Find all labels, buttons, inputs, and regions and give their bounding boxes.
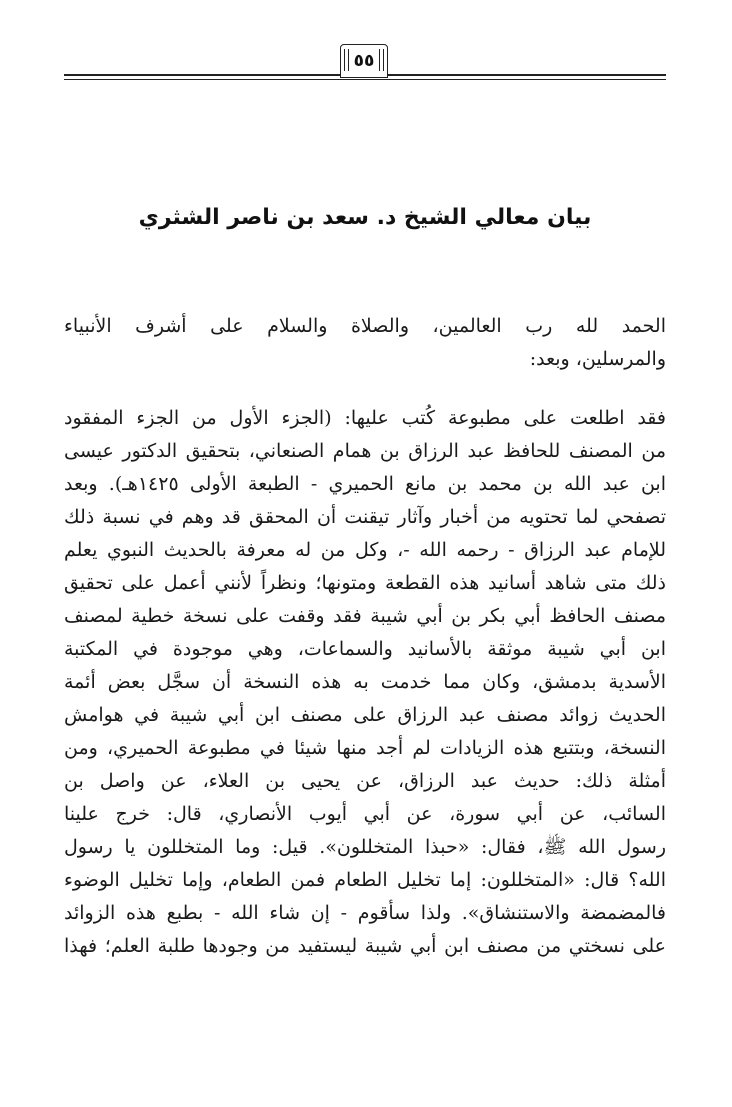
text-line: من المصنف للحافظ عبد الرزاق بن همام الصنعاني، بتحقيق الدكتور عيسى [64, 440, 666, 462]
page-number-frame [340, 44, 388, 78]
text-line: الأسدية بدمشق، وكان مما خدمت به هذه النسخة أن سجَّل بعض أئمة [64, 671, 666, 693]
page-header [64, 44, 666, 84]
text-line: والمرسلين، وبعد: [529, 348, 666, 370]
text-line: أمثلة ذلك: حديث عبد الرزاق، عن يحيى بن العلاء، عن واصل بن [64, 770, 666, 792]
text-line: على نسختي من مصنف ابن أبي شيبة ليستفيد من وجودها طلبة العلم؛ فهذا [64, 935, 666, 957]
header-rule-thin [64, 79, 666, 80]
text-line: فالمضمضة والاستنشاق». ولذا سأقوم - إن شاء الله - بطبع هذه الزوائد [64, 902, 666, 924]
text-line: الله؟ قال: «المتخللون: إما تخليل الطعام فمن الطعام، وإما تخليل الوضوء [64, 869, 666, 891]
paragraph-opening [64, 310, 666, 376]
text-line: ابن عبد الله بن محمد بن مانع الحميري - الطبعة الأولى ١٤٢٥هـ). وبعد [64, 473, 666, 495]
section-title: بيان معالي الشيخ د. سعد بن ناصر الشثري [138, 205, 592, 230]
page-number: ٥٥ [353, 51, 375, 71]
paragraph-body [64, 402, 666, 963]
text-line: السائب، عن أبي سورة، عن أبي أيوب الأنصاري، قال: خرج علينا [64, 803, 666, 825]
text-line: الحديث زوائد مصنف عبد الرزاق على مصنف ابن أبي شيبة في هوامش [64, 704, 666, 726]
text-line: فقد اطلعت على مطبوعة كُتب عليها: (الجزء الأول من الجزء المفقود [64, 407, 666, 429]
text-line: تصفحي لما تحتويه من أخبار وآثار تيقنت أن المحقق قد وهم في نسبة ذلك [64, 506, 666, 528]
text-line: ذلك متى شاهد أسانيد هذه القطعة ومتونها؛ ونظراً لأنني أعمل على تحقيق [64, 572, 666, 594]
text-line: رسول الله ﷺ، فقال: «حبذا المتخللون». قيل: وما المتخللون يا رسول [64, 836, 666, 858]
text-line: للإمام عبد الرزاق - رحمه الله -، وكل من له معرفة بالحديث النبوي يعلم [64, 539, 666, 561]
text-line: مصنف الحافظ أبي بكر بن أبي شيبة فقد وقفت على نسخة خطية لمصنف [64, 605, 666, 627]
text-line: الحمد لله رب العالمين، والصلاة والسلام على أشرف الأنبياء [64, 315, 666, 337]
text-line: النسخة، وبتتبع هذه الزيادات لم أجد منها شيئا في مطبوعة الحميري، ومن [64, 737, 666, 759]
text-line: ابن أبي شيبة موثقة بالأسانيد والسماعات، وهي موجودة في المكتبة [64, 638, 666, 660]
